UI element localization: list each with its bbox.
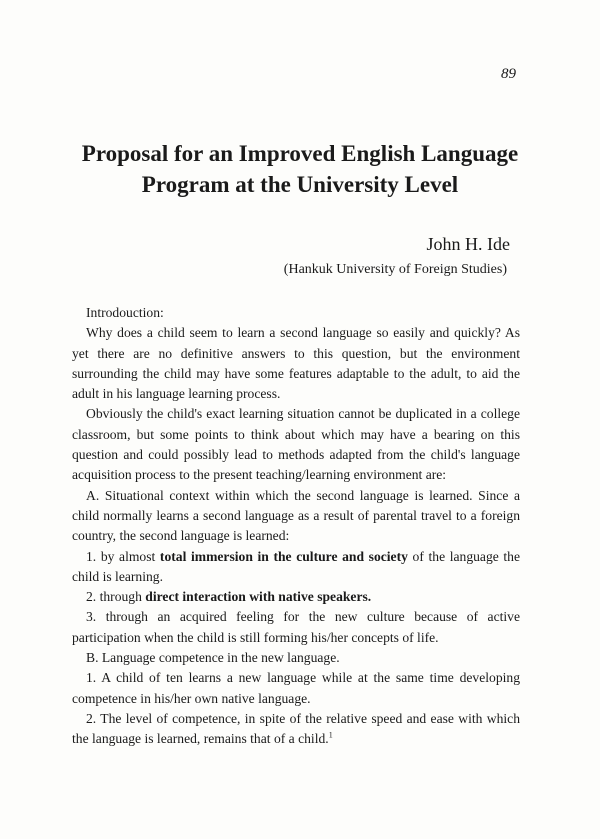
point-a-2: 2. through direct interaction with native speakers.: [86, 589, 372, 605]
body-text: [72, 303, 520, 750]
page-number: 89: [501, 66, 516, 82]
point-a-3: 3. through an acquired feeling for the new culture because of active participation when the child is still forming his/her concepts of life.: [72, 609, 520, 645]
paragraph-2: Obviously the child's exact learning situation cannot be duplicated in a college classroom, but some points to think about which may have a bearing on this question and could possibly lead to methods adapted from the child's language acquisition process to the present teaching/learning environment are:: [72, 406, 520, 483]
paper-title: [40, 138, 560, 200]
author-name: John H. Ide: [426, 234, 510, 254]
point-b-1: 1. A child of ten learns a new language while at the same time developing competence in his/her own native language.: [72, 670, 520, 706]
point-b: B. Language competence in the new language.: [86, 650, 340, 666]
footnote-marker: 1: [328, 730, 333, 740]
point-b-2: 2. The level of competence, in spite of the relative speed and ease with which the language is learned, remains that of a child.$^1$: [72, 710, 520, 747]
author-affiliation: (Hankuk University of Foreign Studies): [283, 262, 507, 277]
point-a-1: 1. by almost total immersion in the culture and society of the language the child is learning.: [72, 548, 521, 584]
title-line-2: Program at the University Level: [141, 172, 459, 197]
title-line-1: Proposal for an Improved English Language: [81, 141, 519, 166]
paragraph-1: Why does a child seem to learn a second language so easily and quickly? As yet there are no definitive answers to this question, but the environment surrounding the child may have some features adaptable to the adult, to aid the adult in his language learning process.: [72, 325, 520, 402]
point-a: A. Situational context within which the second language is learned. Since a child normally learns a second language as a result of parental travel to a foreign country, the second language is learned:: [72, 487, 520, 544]
section-heading: Introdouction:: [86, 305, 164, 320]
